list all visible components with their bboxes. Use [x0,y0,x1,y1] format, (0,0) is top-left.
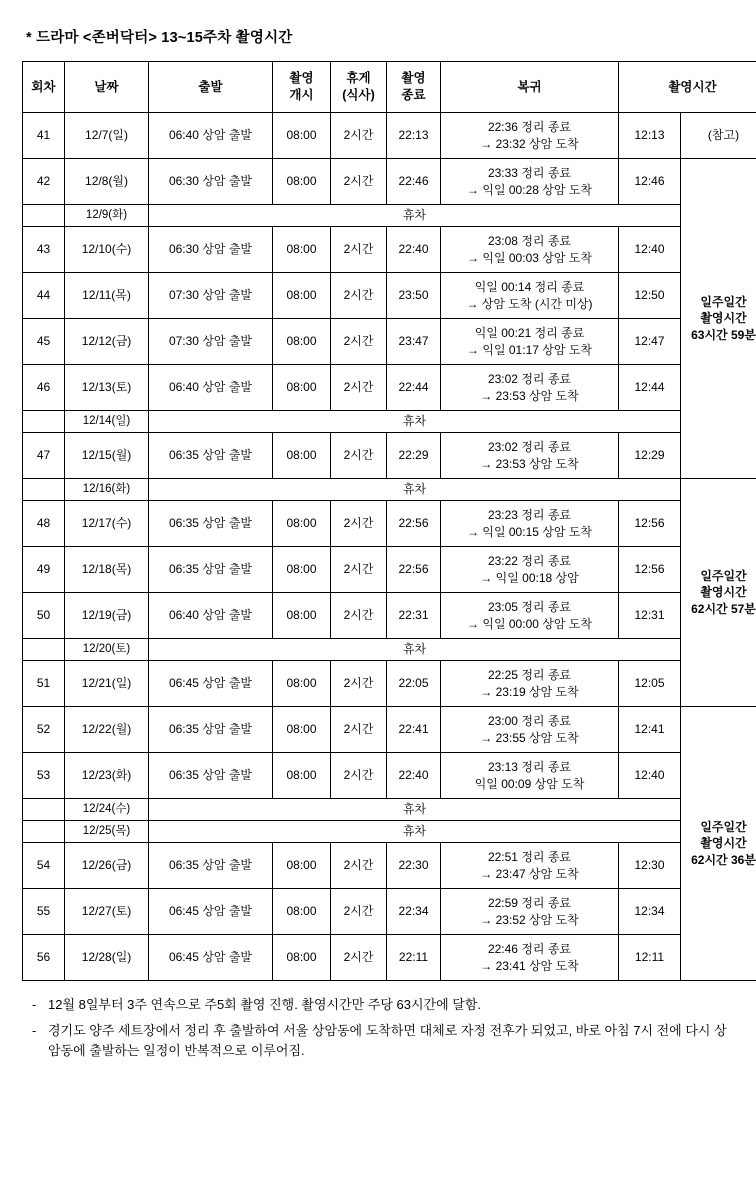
cell-return-line1: 22:36 정리 종료 [487,120,572,135]
cell-return-line1: 23:00 정리 종료 [487,714,572,729]
cell-shoot-start: 08:00 [273,593,331,639]
table-row-rest [23,479,756,501]
cell-episode [23,799,65,821]
table-header [23,62,756,113]
cell-shoot-hours: 12:41 [619,707,681,753]
cell-return [441,319,619,365]
table-row-rest [23,639,756,661]
cell-shoot-hours: 12:40 [619,753,681,799]
cell-shoot-hours: 12:56 [619,547,681,593]
cell-return [441,159,619,205]
weekly-total-line3: 62시간 36분 [691,852,756,867]
cell-return [441,227,619,273]
table-row [23,547,756,593]
column-header-depart: 출발 [149,62,273,113]
cell-shoot-start: 08:00 [273,547,331,593]
cell-depart: 06:40 상암 출발 [149,365,273,411]
footnote-item [32,995,728,1015]
column-header-shoot-start [273,62,331,113]
cell-shoot-end: 22:29 [387,433,441,479]
cell-shoot-hours: 12:05 [619,661,681,707]
cell-return [441,707,619,753]
table-row [23,273,756,319]
cell-return-line2: → 23:32 상암 도착 [480,136,579,151]
cell-date: 12/17(수) [65,501,149,547]
cell-depart: 06:35 상암 출발 [149,753,273,799]
cell-shoot-hours: 12:46 [619,159,681,205]
cell-break: 2시간 [331,593,387,639]
cell-depart: 06:40 상암 출발 [149,593,273,639]
cell-shoot-hours: 12:50 [619,273,681,319]
cell-shoot-start: 08:00 [273,159,331,205]
cell-date: 12/9(화) [65,205,149,227]
cell-depart: 06:30 상암 출발 [149,227,273,273]
cell-shoot-end: 22:34 [387,889,441,935]
cell-shoot-start: 08:00 [273,753,331,799]
cell-break: 2시간 [331,501,387,547]
cell-episode [23,639,65,661]
footnote-dash: - [32,1023,37,1039]
cell-depart: 06:35 상암 출발 [149,501,273,547]
cell-episode: 53 [23,753,65,799]
cell-date: 12/22(월) [65,707,149,753]
cell-return-line2: → 익일 00:28 상암 도착 [467,182,592,197]
weekly-total-line2: 촬영시간 [700,836,747,851]
column-header-shoot-end [387,62,441,113]
cell-date: 12/15(월) [65,433,149,479]
table-row-rest [23,205,756,227]
cell-weekly-total [681,479,756,707]
cell-depart: 07:30 상암 출발 [149,273,273,319]
table-row [23,319,756,365]
cell-return-line2: → 23:53 상암 도착 [480,456,579,471]
table-row-rest [23,411,756,433]
cell-return-line2: → 익일 00:03 상암 도착 [467,250,592,265]
weekly-total-line1: 일주일간 [700,569,747,584]
cell-shoot-hours: 12:34 [619,889,681,935]
cell-shoot-hours: 12:47 [619,319,681,365]
cell-depart: 06:35 상암 출발 [149,843,273,889]
cell-return [441,753,619,799]
cell-return-line2: → 23:41 상암 도착 [480,958,579,973]
cell-shoot-start: 08:00 [273,113,331,159]
cell-episode [23,479,65,501]
weekly-total-line3: 62시간 57분 [691,601,756,616]
cell-shoot-start: 08:00 [273,227,331,273]
cell-shoot-end: 23:50 [387,273,441,319]
column-header-break-line2: (식사) [342,88,375,102]
cell-shoot-end: 22:46 [387,159,441,205]
page-title: * 드라마 <존버닥터> 13~15주차 촬영시간 [26,30,293,46]
cell-episode: 47 [23,433,65,479]
cell-return [441,843,619,889]
cell-break: 2시간 [331,113,387,159]
column-header-shoot-end-line1: 촬영 [401,71,426,86]
cell-episode: 43 [23,227,65,273]
cell-return [441,113,619,159]
cell-return-line1: 익일 00:21 정리 종료 [474,326,585,341]
cell-return-line2: → 23:52 상암 도착 [480,912,579,927]
cell-episode: 50 [23,593,65,639]
cell-return [441,547,619,593]
cell-weekly-total [681,707,756,981]
cell-shoot-hours: 12:31 [619,593,681,639]
cell-return-line1: 익일 00:14 정리 종료 [474,280,585,295]
cell-shoot-hours: 12:44 [619,365,681,411]
footnote-item [32,1021,728,1061]
table-row [23,501,756,547]
cell-return [441,433,619,479]
cell-episode: 55 [23,889,65,935]
cell-return-line2: 익일 00:09 상암 도착 [474,776,585,791]
cell-date: 12/10(수) [65,227,149,273]
cell-date: 12/11(목) [65,273,149,319]
cell-break: 2시간 [331,935,387,981]
cell-shoot-hours: 12:29 [619,433,681,479]
cell-break: 2시간 [331,707,387,753]
cell-return-line2: → 익일 00:18 상암 [480,570,579,585]
cell-date: 12/18(목) [65,547,149,593]
column-header-episode: 회차 [23,62,65,113]
cell-shoot-end: 22:41 [387,707,441,753]
cell-break: 2시간 [331,433,387,479]
cell-return [441,889,619,935]
cell-date: 12/8(월) [65,159,149,205]
cell-shoot-start: 08:00 [273,707,331,753]
cell-depart: 06:30 상암 출발 [149,159,273,205]
cell-break: 2시간 [331,319,387,365]
cell-return-line1: 23:33 정리 종료 [487,166,572,181]
table-row [23,753,756,799]
cell-return-line1: 23:02 정리 종료 [487,372,572,387]
cell-shoot-start: 08:00 [273,889,331,935]
weekly-total-line1: 일주일간 [700,820,747,835]
table-row [23,433,756,479]
cell-episode: 54 [23,843,65,889]
cell-date: 12/13(토) [65,365,149,411]
cell-date: 12/25(목) [65,821,149,843]
cell-return-line2: → 상암 도착 (시간 미상) [466,296,593,311]
cell-date: 12/27(토) [65,889,149,935]
cell-break: 2시간 [331,843,387,889]
cell-date: 12/23(화) [65,753,149,799]
weekly-total-line2: 촬영시간 [700,585,747,600]
table-row [23,227,756,273]
weekly-total-line1: 일주일간 [700,295,747,310]
cell-episode [23,411,65,433]
cell-shoot-end: 22:44 [387,365,441,411]
cell-rest-day: 휴차 [149,205,681,227]
footnote-text: 12월 8일부터 3주 연속으로 주5회 촬영 진행. 촬영시간만 주당 63시간에 달함. [48,997,482,1012]
cell-episode: 49 [23,547,65,593]
weekly-total-line3: 63시간 59분 [691,327,756,342]
cell-rest-day: 휴차 [149,799,681,821]
footnotes [32,995,728,1061]
cell-shoot-end: 23:47 [387,319,441,365]
shooting-schedule-table [22,61,756,981]
cell-shoot-end: 22:40 [387,753,441,799]
cell-rest-day: 휴차 [149,821,681,843]
cell-depart: 06:35 상암 출발 [149,707,273,753]
cell-depart: 06:45 상암 출발 [149,889,273,935]
cell-shoot-end: 22:30 [387,843,441,889]
column-header-return: 복귀 [441,62,619,113]
cell-break: 2시간 [331,753,387,799]
table-row [23,935,756,981]
cell-return [441,501,619,547]
cell-date: 12/28(일) [65,935,149,981]
cell-depart: 06:35 상암 출발 [149,547,273,593]
cell-shoot-end: 22:05 [387,661,441,707]
cell-date: 12/26(금) [65,843,149,889]
cell-shoot-end: 22:13 [387,113,441,159]
cell-depart: 06:45 상암 출발 [149,935,273,981]
cell-shoot-start: 08:00 [273,319,331,365]
column-header-break [331,62,387,113]
table-row [23,661,756,707]
cell-episode: 44 [23,273,65,319]
cell-break: 2시간 [331,661,387,707]
cell-shoot-hours: 12:13 [619,113,681,159]
cell-depart: 07:30 상암 출발 [149,319,273,365]
column-header-shoot-start-line2: 개시 [289,88,314,102]
cell-date: 12/21(일) [65,661,149,707]
cell-depart: 06:45 상암 출발 [149,661,273,707]
table-row-rest [23,799,756,821]
cell-episode: 51 [23,661,65,707]
cell-shoot-end: 22:40 [387,227,441,273]
footnote-text: 경기도 양주 세트장에서 정리 후 출발하여 서울 상암동에 도착하면 대체로 자정 전후가 되었고, 바로 아침 7시 전에 다시 상암동에 출발하는 일정이 반복적으로 이루어짐. [48,1023,727,1059]
cell-depart: 06:40 상암 출발 [149,113,273,159]
cell-shoot-hours: 12:30 [619,843,681,889]
cell-shoot-start: 08:00 [273,843,331,889]
cell-return-line2: → 23:53 상암 도착 [480,388,579,403]
cell-shoot-start: 08:00 [273,661,331,707]
cell-date: 12/7(일) [65,113,149,159]
cell-date: 12/19(금) [65,593,149,639]
cell-shoot-end: 22:31 [387,593,441,639]
cell-return-line2: → 23:55 상암 도착 [480,730,579,745]
cell-shoot-hours: 12:56 [619,501,681,547]
table-row [23,707,756,753]
table-row [23,113,756,159]
column-header-break-line1: 휴게 [346,71,371,86]
cell-break: 2시간 [331,273,387,319]
cell-return [441,661,619,707]
cell-shoot-start: 08:00 [273,433,331,479]
cell-return-line1: 23:08 정리 종료 [487,234,572,249]
column-header-shoot-start-line1: 촬영 [289,71,314,86]
cell-return-line1: 22:46 정리 종료 [487,942,572,957]
table-row [23,593,756,639]
cell-weekly-total [681,159,756,479]
cell-break: 2시간 [331,889,387,935]
cell-shoot-start: 08:00 [273,273,331,319]
cell-return [441,365,619,411]
cell-return-line1: 23:05 정리 종료 [487,600,572,615]
cell-episode [23,205,65,227]
footnote-dash: - [32,997,37,1012]
cell-episode: 41 [23,113,65,159]
cell-shoot-start: 08:00 [273,365,331,411]
cell-return-line1: 23:13 정리 종료 [487,760,572,775]
table-row [23,365,756,411]
table-body [23,113,756,981]
cell-shoot-hours: 12:11 [619,935,681,981]
cell-return-line2: → 익일 00:15 상암 도착 [467,524,592,539]
cell-date: 12/16(화) [65,479,149,501]
cell-return [441,593,619,639]
column-header-shoot-end-line2: 종료 [401,88,426,102]
cell-date: 12/12(금) [65,319,149,365]
column-header-shoot-time: 촬영시간 [619,62,756,113]
cell-episode: 56 [23,935,65,981]
cell-shoot-end: 22:56 [387,547,441,593]
cell-shoot-end: 22:11 [387,935,441,981]
cell-return-line2: → 23:47 상암 도착 [480,866,579,881]
cell-return-line1: 22:59 정리 종료 [487,896,572,911]
table-row [23,889,756,935]
cell-return-line1: 23:23 정리 종료 [487,508,572,523]
cell-return [441,273,619,319]
table-row [23,159,756,205]
cell-note: (참고) [681,113,756,159]
cell-return-line2: → 익일 00:00 상암 도착 [467,616,592,631]
cell-shoot-start: 08:00 [273,501,331,547]
table-header-row [23,62,756,113]
cell-break: 2시간 [331,365,387,411]
table-row-rest [23,821,756,843]
table-row [23,843,756,889]
cell-episode: 48 [23,501,65,547]
cell-return-line1: 22:25 정리 종료 [487,668,572,683]
cell-return-line1: 22:51 정리 종료 [487,850,572,865]
cell-shoot-end: 22:56 [387,501,441,547]
cell-episode: 42 [23,159,65,205]
cell-date: 12/24(수) [65,799,149,821]
cell-depart: 06:35 상암 출발 [149,433,273,479]
cell-episode: 45 [23,319,65,365]
cell-break: 2시간 [331,547,387,593]
cell-return [441,935,619,981]
cell-rest-day: 휴차 [149,479,681,501]
cell-rest-day: 휴차 [149,639,681,661]
cell-return-line2: → 익일 01:17 상암 도착 [467,342,592,357]
cell-return-line2: → 23:19 상암 도착 [480,684,579,699]
cell-episode [23,821,65,843]
cell-shoot-start: 08:00 [273,935,331,981]
cell-break: 2시간 [331,159,387,205]
weekly-total-line2: 촬영시간 [700,311,747,326]
cell-episode: 46 [23,365,65,411]
cell-date: 12/20(토) [65,639,149,661]
cell-return-line1: 23:22 정리 종료 [487,554,572,569]
cell-break: 2시간 [331,227,387,273]
column-header-date: 날짜 [65,62,149,113]
cell-return-line1: 23:02 정리 종료 [487,440,572,455]
cell-date: 12/14(일) [65,411,149,433]
cell-episode: 52 [23,707,65,753]
cell-shoot-hours: 12:40 [619,227,681,273]
cell-rest-day: 휴차 [149,411,681,433]
